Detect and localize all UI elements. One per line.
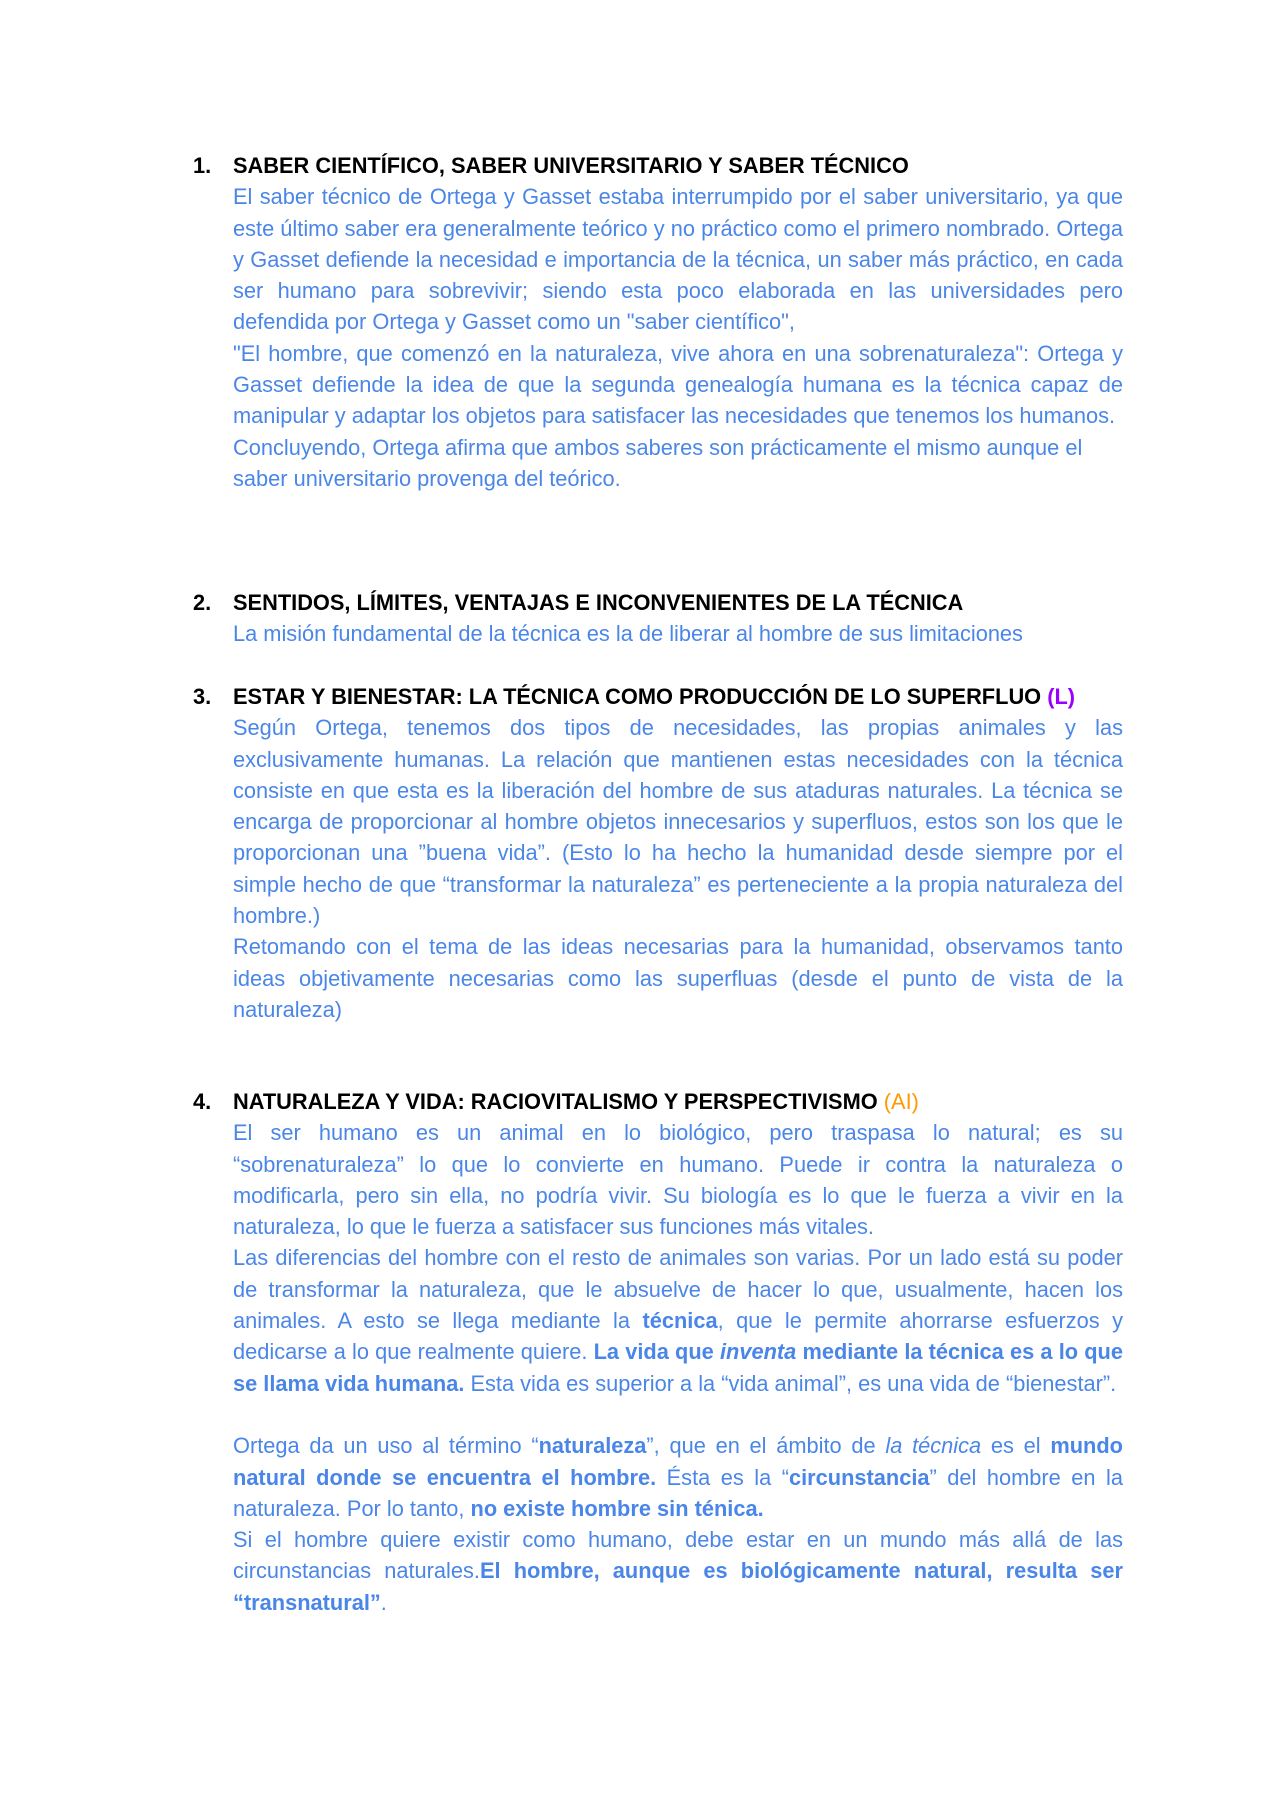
section-heading: SABER CIENTÍFICO, SABER UNIVERSITARIO Y SABER TÉCNICO xyxy=(233,153,909,178)
paragraph: Según Ortega, tenemos dos tipos de necesidades, las propias animales y las exclusivamente humanas. La relación que mantienen estas necesidades con la técnica consiste en que esta es la liberación del hombre de sus ataduras naturales. La técnica se encarga de proporcionar al hombre objetos innecesarios y superfluos, estos son los que le proporcionan una ”buena vida”. (Esto lo ha hecho la humanidad desde siempre por el simple hecho de que “transformar la naturaleza” es perteneciente a la propia naturaleza del hombre.) xyxy=(233,715,1123,929)
section-body xyxy=(233,1117,1123,1618)
text-run: Ortega da un uso al término “ xyxy=(233,1433,539,1459)
section-body xyxy=(233,618,1123,649)
paragraph: Concluyendo, Ortega afirma que ambos saberes son prácticamente el mismo aunque el saber universitario provenga del teórico. xyxy=(233,434,1083,491)
text-run: Si el hombre quiere existir como humano, debe estar en un mundo más allá de las circunstancias naturales. xyxy=(233,1527,1123,1584)
section-2 xyxy=(193,587,1123,650)
bold-italic-text: inventa xyxy=(719,1339,797,1365)
paragraph xyxy=(233,1242,1123,1398)
section-number: 1. xyxy=(193,153,212,178)
section-number: 3. xyxy=(193,684,212,709)
author-tag: (L) xyxy=(1047,684,1076,709)
text-run: Esta vida es superior a la “vida animal”, es una vida de “bienestar”. xyxy=(464,1370,1117,1396)
text-run: ”, que en el ámbito de xyxy=(646,1433,886,1459)
paragraph: "El hombre, que comenzó en la naturaleza, vive ahora en una sobrenaturaleza": Ortega y Gasset defiende la idea de que la segunda genealogía humana es la técnica capaz de manipular y adaptar los objetos para satisfacer las necesidades que tenemos los humanos. xyxy=(233,340,1123,429)
text-run: es el xyxy=(981,1433,1051,1459)
section-heading: SENTIDOS, LÍMITES, VENTAJAS E INCONVENIENTES DE LA TÉCNICA xyxy=(233,590,964,615)
bold-text: mediante la técnica es a lo que se llama vida humana. xyxy=(233,1339,1123,1396)
paragraph xyxy=(233,1524,1123,1618)
bold-text: naturaleza xyxy=(538,1433,647,1459)
bold-text: La vida que xyxy=(593,1339,720,1365)
bold-text: circunstancia xyxy=(789,1464,930,1490)
paragraph xyxy=(233,1430,1123,1524)
blank-line xyxy=(233,1399,1123,1430)
section-heading xyxy=(233,1086,1123,1117)
section-body xyxy=(233,712,1123,1025)
bold-text: técnica xyxy=(642,1308,718,1334)
paragraph: El saber técnico de Ortega y Gasset estaba interrumpido por el saber universitario, ya que este último saber era generalmente teórico y no práctico como el primero nombrado. Ortega y Gasset defiende la necesidad e importancia de la técnica, un saber más práctico, en cada ser humano para sobrevivir; siendo esta poco elaborada en las universidades pero defendida por Ortega y Gasset como un "saber científico", xyxy=(233,184,1123,335)
section-4 xyxy=(193,1086,1123,1618)
section-1 xyxy=(193,150,1123,494)
bold-text: El hombre, aunque es biológicamente natural, resulta ser “transnatural” xyxy=(233,1558,1123,1615)
section-body xyxy=(233,181,1123,494)
bold-text: mundo natural donde se encuentra el hombre. xyxy=(233,1433,1123,1490)
paragraph: El ser humano es un animal en lo biológico, pero traspasa lo natural; es su “sobrenaturaleza” lo que lo convierte en humano. Puede ir contra la naturaleza o modificarla, pero sin ella, no podría vivir. Su biología es lo que le fuerza a vivir en la naturaleza, lo que le fuerza a satisfacer sus funciones más vitales. xyxy=(233,1120,1123,1240)
text-run: , que le permite ahorrarse esfuerzos y dedicarse a lo que realmente quiere. xyxy=(233,1308,1124,1365)
text-run: Las diferencias del hombre con el resto de animales son varias. Por un lado está su poder de transformar la naturaleza, que le absuelve de hacer lo que, usualmente, hacen los animales. A esto se llega mediante la xyxy=(233,1245,1123,1334)
paragraph: Retomando con el tema de las ideas necesarias para la humanidad, observamos tanto ideas objetivamente necesarias como las superfluas (desde el punto de vista de la naturaleza) xyxy=(233,934,1123,1022)
section-number: 2. xyxy=(193,590,212,615)
section-3 xyxy=(193,681,1123,1025)
text-run: ” del hombre en la naturaleza. Por lo tanto, xyxy=(233,1464,1123,1521)
italic-text: la técnica xyxy=(885,1433,982,1459)
heading-text: ESTAR Y BIENESTAR: LA TÉCNICA COMO PRODUCCIÓN DE LO SUPERFLUO xyxy=(233,684,1042,709)
bold-text: no existe hombre sin ténica. xyxy=(470,1495,764,1521)
section-number: 4. xyxy=(193,1089,212,1114)
section-heading xyxy=(233,681,1123,712)
author-tag: (AI) xyxy=(883,1089,919,1114)
text-run: Ésta es la “ xyxy=(656,1464,789,1490)
heading-text: NATURALEZA Y VIDA: RACIOVITALISMO Y PERSPECTIVISMO xyxy=(233,1089,878,1114)
text-run: . xyxy=(380,1589,387,1615)
paragraph: La misión fundamental de la técnica es la de liberar al hombre de sus limitaciones xyxy=(233,621,1023,647)
